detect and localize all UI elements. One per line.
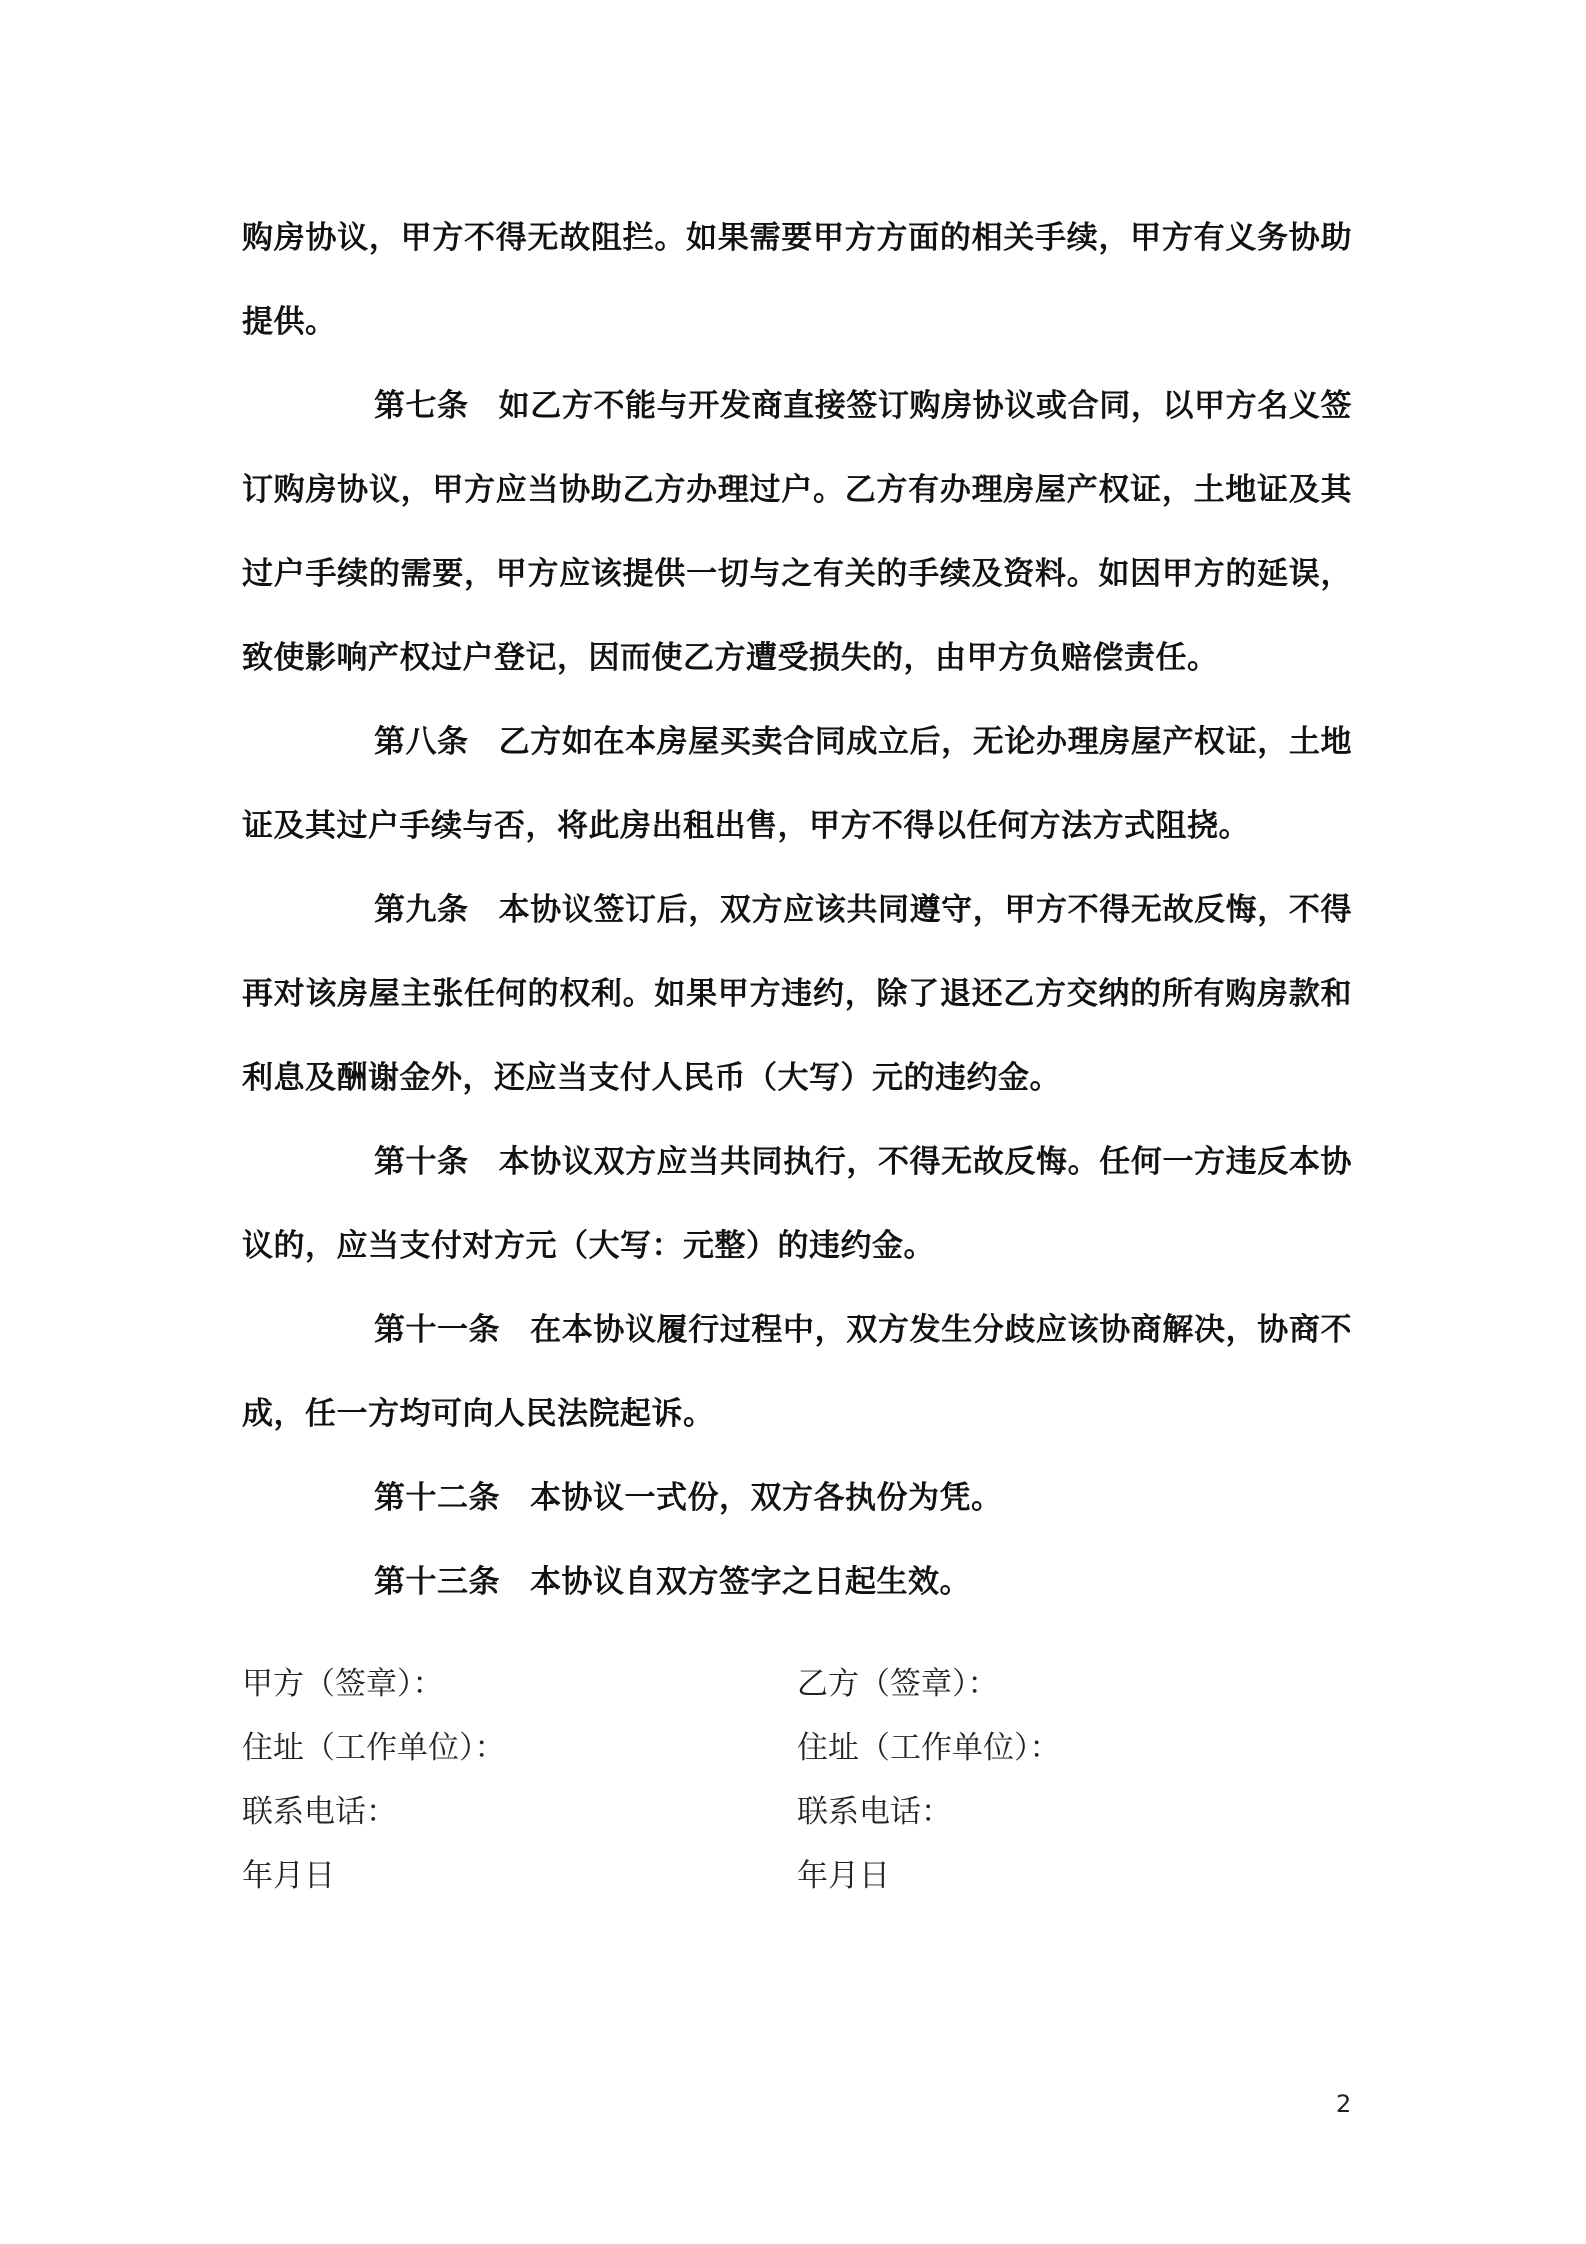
clause-text: 本协议签订后，双方应该共同遵守，甲方不得无故反悔，不得再对该房屋主张任何的权利。如果甲方违约，除了退还乙方交纳的所有购房款和利息及酬谢金外，还应当支付人民币（大写）元的违约金。 [242,892,1352,1096]
date-row [242,1844,1352,1908]
party-b-signature-field: 乙方（签章）： [797,1666,999,1702]
clause-number: 第八条 [374,724,469,760]
clause-10 [242,1120,1352,1288]
party-b-phone-field: 联系电话： [797,1794,952,1830]
clause-text: 本协议自双方签字之日起生效。 [530,1564,971,1600]
clause-text: 如乙方不能与开发商直接签订购房协议或合同，以甲方名义签订购房协议，甲方应当协助乙方办理过户。乙方有办理房屋产权证，土地证及其过户手续的需要，甲方应该提供一切与之有关的手续及资料。如因甲方的延误，致使影响产权过户登记，因而使乙方遭受损失的，由甲方负赔偿责任。 [242,388,1352,676]
clause-number: 第九条 [374,892,469,928]
contract-body [242,196,1352,1624]
party-a-address-field: 住址（工作单位）： [242,1730,506,1766]
party-a-date-field: 年月日 [242,1858,335,1894]
clause-number: 第七条 [374,388,469,424]
phone-row [242,1780,1352,1844]
signature-row [242,1652,1352,1716]
party-a-phone-field: 联系电话： [242,1794,397,1830]
clause-11 [242,1288,1352,1456]
clause-text: 乙方如在本房屋买卖合同成立后，无论办理房屋产权证，土地证及其过户手续与否，将此房出租出售，甲方不得以任何方法方式阻挠。 [242,724,1352,844]
page-number: 2 [1336,2090,1352,2118]
clause-number: 第十三条 [374,1564,500,1600]
clause-number: 第十一条 [374,1312,500,1348]
party-b-date-field: 年月日 [797,1858,890,1894]
signature-block [242,1652,1352,1908]
clause-text: 本协议一式份，双方各执份为凭。 [530,1480,1003,1516]
clause-number: 第十二条 [374,1480,500,1516]
clause-8 [242,700,1352,868]
clause-9 [242,868,1352,1120]
clause-12 [242,1456,1352,1540]
party-a-signature-field: 甲方（签章）： [242,1666,444,1702]
party-b-address-field: 住址（工作单位）： [797,1730,1061,1766]
clause-number: 第十条 [374,1144,469,1180]
clause-13 [242,1540,1352,1624]
address-row [242,1716,1352,1780]
clause-text: 本协议双方应当共同执行，不得无故反悔。任何一方违反本协议的，应当支付对方元（大写：元整）的违约金。 [242,1144,1352,1264]
continued-paragraph: 购房协议，甲方不得无故阻拦。如果需要甲方方面的相关手续，甲方有义务协助提供。 [242,220,1352,340]
clause-7 [242,364,1352,700]
clause-text: 在本协议履行过程中，双方发生分歧应该协商解决，协商不成，任一方均可向人民法院起诉。 [242,1312,1352,1432]
